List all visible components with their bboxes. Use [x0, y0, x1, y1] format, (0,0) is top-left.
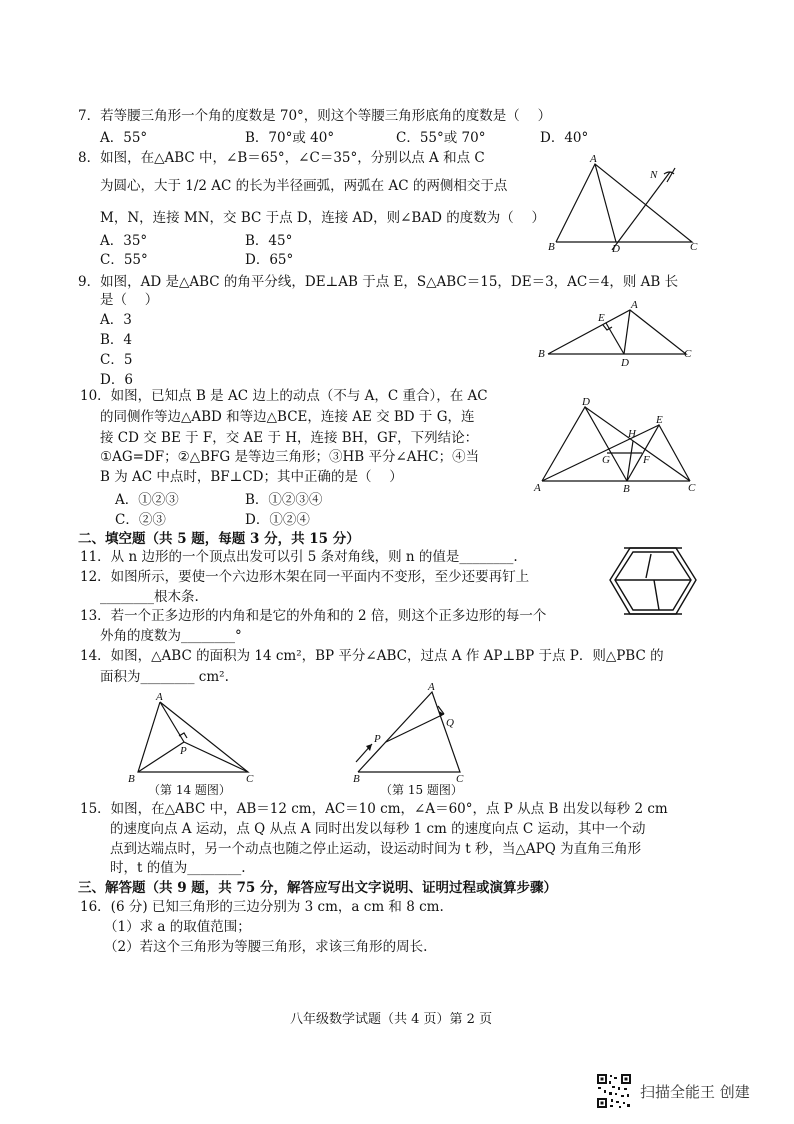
- q7-stem: 7．若等腰三角形一个角的度数是 70°，则这个等腰三角形底角的度数是（ ）: [78, 108, 552, 124]
- q15-line1: 15．如图，在△ABC 中，AB＝12 cm，AC＝10 cm，∠A＝60°，点 P 从点 B 出发以每秒 2 cm: [80, 801, 668, 817]
- q9-option-b: B．4: [100, 332, 133, 348]
- q8-label-n: N: [650, 169, 658, 181]
- q9-label-c: C: [684, 348, 692, 360]
- q9-line2: 是（ ）: [100, 292, 159, 308]
- q10-option-d: D．①②④: [245, 512, 310, 528]
- q16-line1: 16．(6 分) 已知三角形的三边分别为 3 cm，a cm 和 8 cm.: [80, 899, 444, 915]
- q13-line1: 13．若一个正多边形的内角和是它的外角和的 2 倍，则这个正多边形的每一个: [80, 608, 547, 624]
- q10-line2: 的同侧作等边△ABD 和等边△BCE，连接 AE 交 BD 于 G，连: [100, 409, 475, 425]
- q10-option-a: A．①②③: [115, 492, 179, 508]
- q10-option-b: B．①②③④: [245, 492, 323, 508]
- section-2-heading: 二、填空题（共 5 题，每题 3 分，共 15 分）: [78, 531, 360, 547]
- q12-hexagon-figure: [606, 540, 700, 622]
- q8-label-c: C: [690, 241, 698, 253]
- q7-option-a: A．55°: [100, 130, 148, 146]
- q15-label-q: Q: [446, 717, 454, 729]
- q10-label-f: F: [643, 454, 650, 466]
- q15-line2: 的速度向点 A 运动，点 Q 从点 A 同时出发以每秒 1 cm 的速度向点 C 运动，其中一个动: [110, 821, 646, 837]
- q15-line4: 时，t 的值为________.: [110, 860, 246, 876]
- q15-figure: [348, 680, 473, 788]
- q9-figure: [534, 298, 704, 370]
- q9-label-d: D: [621, 357, 629, 369]
- q10-label-c: C: [688, 482, 696, 494]
- q10-label-h: H: [628, 428, 636, 440]
- q11-text: 11．从 n 边形的一个顶点出发可以引 5 条对角线，则 n 的值是________.: [80, 549, 518, 565]
- q16-line2: （1）求 a 的取值范围；: [104, 919, 251, 935]
- q16-line3: （2）若这个三角形为等腰三角形，求该三角形的周长.: [104, 939, 428, 955]
- q10-label-e: E: [656, 414, 663, 426]
- q9-label-b: B: [538, 348, 545, 360]
- q10-label-b: B: [623, 483, 630, 495]
- q8-line1: 8．如图，在△ABC 中，∠B＝65°，∠C＝35°，分别以点 A 和点 C: [78, 150, 485, 166]
- q9-option-d: D．6: [100, 372, 133, 388]
- q14-caption: （第 14 题图）: [148, 783, 231, 797]
- q8-label-a: A: [590, 153, 597, 165]
- q15-label-a: A: [428, 681, 435, 693]
- q10-option-c: C．②③: [115, 512, 166, 528]
- q15-caption: （第 15 题图）: [380, 783, 463, 797]
- q10-line3: 接 CD 交 BE 于 F，交 AE 于 H，连接 BH，GF，下列结论：: [100, 430, 479, 446]
- q15-label-b: B: [353, 773, 360, 785]
- q8-label-b: B: [548, 241, 555, 253]
- q12-line1: 12．如图所示，要使一个六边形木架在同一平面内不变形，至少还要再钉上: [80, 569, 530, 585]
- q9-line1: 9．如图，AD 是△ABC 的角平分线，DE⊥AB 于点 E，S△ABC＝15，DE＝3，AC＝4，则 AB 长: [78, 274, 679, 290]
- q10-figure: [532, 395, 704, 495]
- q14-label-c: C: [246, 773, 254, 785]
- q8-option-a: A．35°: [100, 233, 148, 249]
- q15-label-c: C: [456, 773, 464, 785]
- q9-label-e: E: [598, 312, 605, 324]
- q8-option-c: C．55°: [100, 252, 148, 268]
- q8-line2: 为圆心，大于 1/2 AC 的长为半径画弧，两弧在 AC 的两侧相交于点: [100, 178, 508, 194]
- page-footer: 八年级数学试题（共 4 页）第 2 页: [290, 1012, 493, 1027]
- q10-line1: 10．如图，已知点 B 是 AC 边上的动点（不与 A，C 重合），在 AC: [80, 388, 488, 404]
- q9-option-a: A．3: [100, 312, 132, 328]
- q14-line2: 面积为________ cm².: [100, 669, 229, 685]
- q7-option-d: D．40°: [540, 130, 589, 146]
- watermark-text: 扫描全能王 创建: [640, 1083, 750, 1101]
- q8-option-d: D．65°: [245, 252, 294, 268]
- q14-figure: [124, 690, 264, 790]
- q10-label-a: A: [534, 482, 541, 494]
- q7-option-c: C．55°或 70°: [396, 130, 486, 146]
- section-3-heading: 三、解答题（共 9 题，共 75 分，解答应写出文字说明、证明过程或演算步骤）: [78, 880, 557, 896]
- q10-label-d: D: [582, 396, 590, 408]
- q8-line3: M，N，连接 MN，交 BC 于点 D，连接 AD，则∠BAD 的度数为（ ）: [100, 210, 546, 226]
- q15-label-p: P: [374, 733, 381, 745]
- q15-line3: 点到达端点时，另一个动点也随之停止运动，设运动时间为 t 秒，当△APQ 为直角三角形: [110, 841, 642, 857]
- q14-label-p: P: [180, 745, 187, 757]
- q10-line4: ①AG=DF；②△BFG 是等边三角形；③HB 平分∠AHC；④当: [100, 449, 480, 465]
- q7-option-b: B．70°或 40°: [245, 130, 335, 146]
- q14-line1: 14．如图，△ABC 的面积为 14 cm²，BP 平分∠ABC，过点 A 作 AP⊥BP 于点 P．则△PBC 的: [80, 648, 664, 664]
- q10-line5: B 为 AC 中点时，BF⊥CD；其中正确的是（ ）: [100, 469, 403, 485]
- q14-label-a: A: [156, 691, 163, 703]
- q8-option-b: B．45°: [245, 233, 293, 249]
- q9-label-a: A: [631, 299, 638, 311]
- qr-code-icon: [596, 1073, 632, 1109]
- q8-label-d: D: [612, 243, 620, 255]
- q14-label-b: B: [128, 773, 135, 785]
- q10-label-g: G: [602, 454, 610, 466]
- q13-line2: 外角的度数为________°: [100, 628, 242, 644]
- q12-line2: ________根木条.: [100, 589, 199, 605]
- q9-option-c: C．5: [100, 352, 133, 368]
- q8-figure: [540, 150, 710, 255]
